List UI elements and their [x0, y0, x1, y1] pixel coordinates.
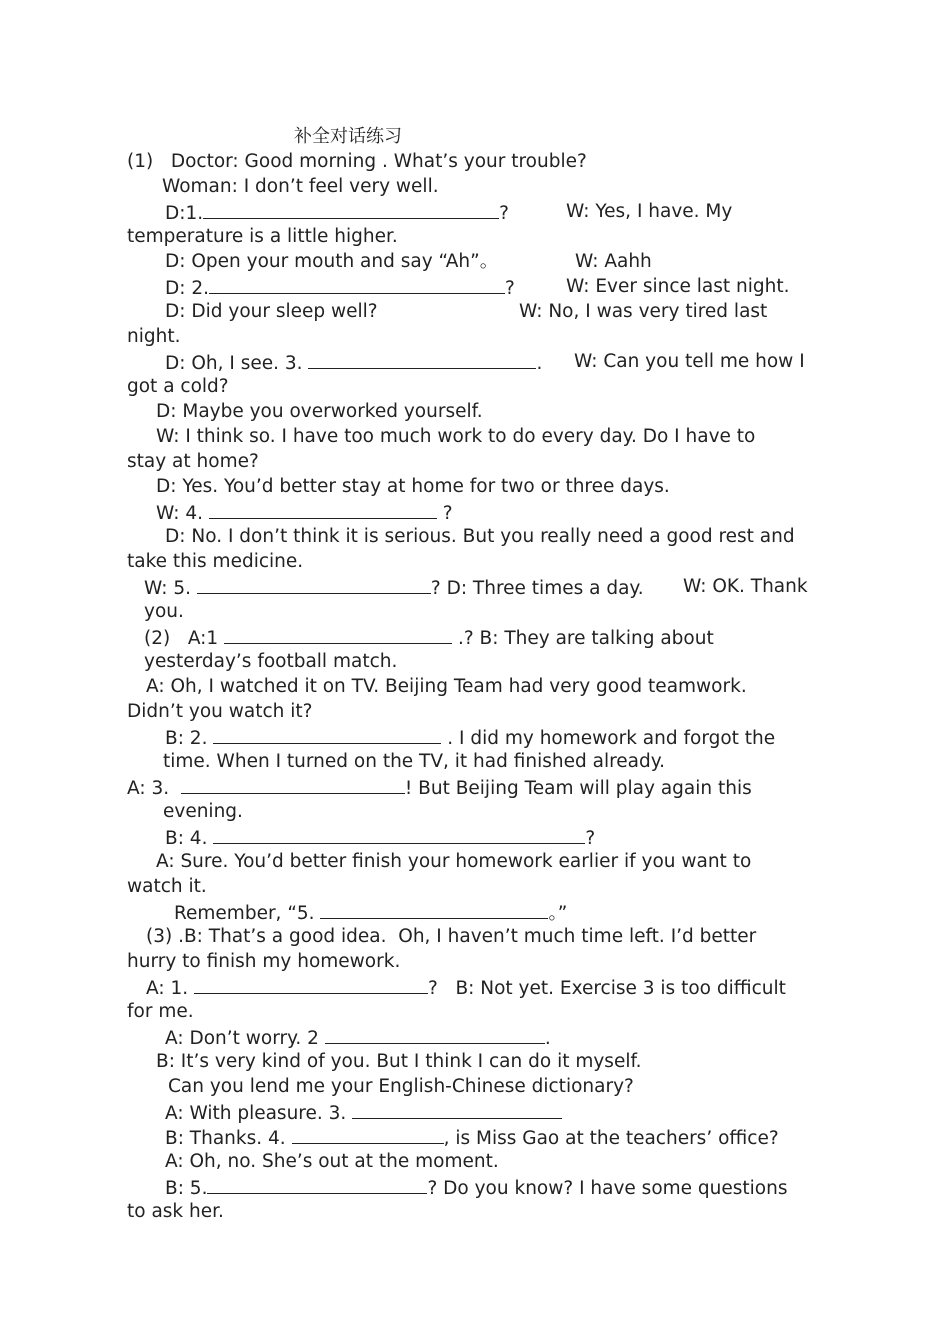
dialogue-line: got a cold? — [127, 376, 229, 397]
dialogue-line: hurry to finish my homework. — [127, 951, 401, 972]
dialogue-line: D:1. ? — [165, 199, 509, 226]
answer-blank[interactable] — [224, 624, 452, 644]
page-title: 补全对话练习 — [294, 126, 402, 147]
dialogue-line: D: Yes. You’d better stay at home for two or three days. — [156, 476, 670, 497]
answer-blank[interactable] — [181, 774, 405, 794]
dialogue-line: W: 4. ? — [156, 499, 453, 526]
dialogue-line: B: Thanks. 4. , is Miss Gao at the teachers’ office? — [165, 1124, 779, 1151]
dialogue-line: W: I think so. I have too much work to do every day. Do I have to — [156, 426, 756, 447]
dialogue-line: D: Did your sleep well? — [165, 301, 378, 322]
dialogue-line: D: Maybe you overworked yourself. — [156, 401, 483, 422]
dialogue-line: evening. — [163, 801, 243, 822]
answer-blank[interactable] — [197, 574, 431, 594]
answer-blank[interactable] — [320, 899, 548, 919]
dialogue-line: A: 3. ! But Beijing Team will play again this — [127, 774, 752, 801]
dialogue-line: W: Can you tell me how I — [574, 351, 805, 372]
dialogue-line: for me. — [127, 1001, 194, 1022]
dialogue-line: temperature is a little higher. — [127, 226, 398, 247]
dialogue-line: watch it. — [127, 876, 207, 897]
dialogue-line: Woman: I don’t feel very well. — [162, 176, 439, 197]
answer-blank[interactable] — [203, 199, 499, 219]
answer-blank[interactable] — [213, 824, 585, 844]
dialogue-line: time. When I turned on the TV, it had finished already. — [163, 751, 665, 772]
dialogue-line: night. — [127, 326, 181, 347]
answer-blank[interactable] — [209, 499, 437, 519]
dialogue-line: W: Yes, I have. My — [566, 201, 733, 222]
answer-blank[interactable] — [194, 974, 428, 994]
dialogue-line: A: Oh, I watched it on TV. Beijing Team had very good teamwork. — [146, 676, 747, 697]
dialogue-line: W: OK. Thank — [683, 576, 808, 597]
answer-blank[interactable] — [207, 1174, 427, 1194]
dialogue-line: you. — [144, 601, 184, 622]
dialogue-line: W: 5. ? D: Three times a day. — [144, 574, 644, 601]
answer-blank[interactable] — [213, 724, 441, 744]
dialogue-line: W: No, I was very tired last — [519, 301, 768, 322]
dialogue-line: D: Open your mouth and say “Ah”。 — [165, 251, 499, 272]
dialogue-line: D: No. I don’t think it is serious. But you really need a good rest and — [165, 526, 795, 547]
dialogue-line: Can you lend me your English-Chinese dictionary? — [168, 1076, 634, 1097]
dialogue-line: D: 2. ? — [165, 274, 515, 301]
dialogue-line: B: It’s very kind of you. But I think I can do it myself. — [156, 1051, 642, 1072]
answer-blank[interactable] — [352, 1099, 562, 1119]
dialogue-line: (1) Doctor: Good morning . What’s your trouble? — [127, 151, 587, 172]
dialogue-line: B: 2. . I did my homework and forgot the — [165, 724, 775, 751]
dialogue-line: (3) .B: That’s a good idea. Oh, I haven’t much time left. I’d better — [146, 926, 757, 947]
dialogue-line: Remember, “5. 。” — [174, 899, 567, 926]
dialogue-line: B: 4. ? — [165, 824, 595, 851]
dialogue-line: yesterday’s football match. — [144, 651, 398, 672]
dialogue-line: A: Sure. You’d better finish your homework earlier if you want to — [156, 851, 752, 872]
dialogue-line: W: Ever since last night. — [566, 276, 790, 297]
dialogue-line: B: 5. ? Do you know? I have some questions — [165, 1174, 788, 1201]
dialogue-line: (2) A:1 .? B: They are talking about — [144, 624, 714, 651]
answer-blank[interactable] — [308, 349, 536, 369]
dialogue-line: A: Don’t worry. 2 . — [165, 1024, 551, 1051]
dialogue-line: take this medicine. — [127, 551, 304, 572]
dialogue-line: A: Oh, no. She’s out at the moment. — [165, 1151, 499, 1172]
dialogue-line: W: Aahh — [575, 251, 652, 272]
dialogue-line: D: Oh, I see. 3. . — [165, 349, 542, 376]
dialogue-line: A: 1. ? B: Not yet. Exercise 3 is too difficult — [146, 974, 786, 1001]
dialogue-line: Didn’t you watch it? — [127, 701, 313, 722]
answer-blank[interactable] — [209, 274, 505, 294]
answer-blank[interactable] — [325, 1024, 545, 1044]
dialogue-line: to ask her. — [127, 1201, 224, 1222]
answer-blank[interactable] — [292, 1124, 444, 1144]
dialogue-line: A: With pleasure. 3. — [165, 1099, 562, 1126]
dialogue-line: stay at home? — [127, 451, 259, 472]
